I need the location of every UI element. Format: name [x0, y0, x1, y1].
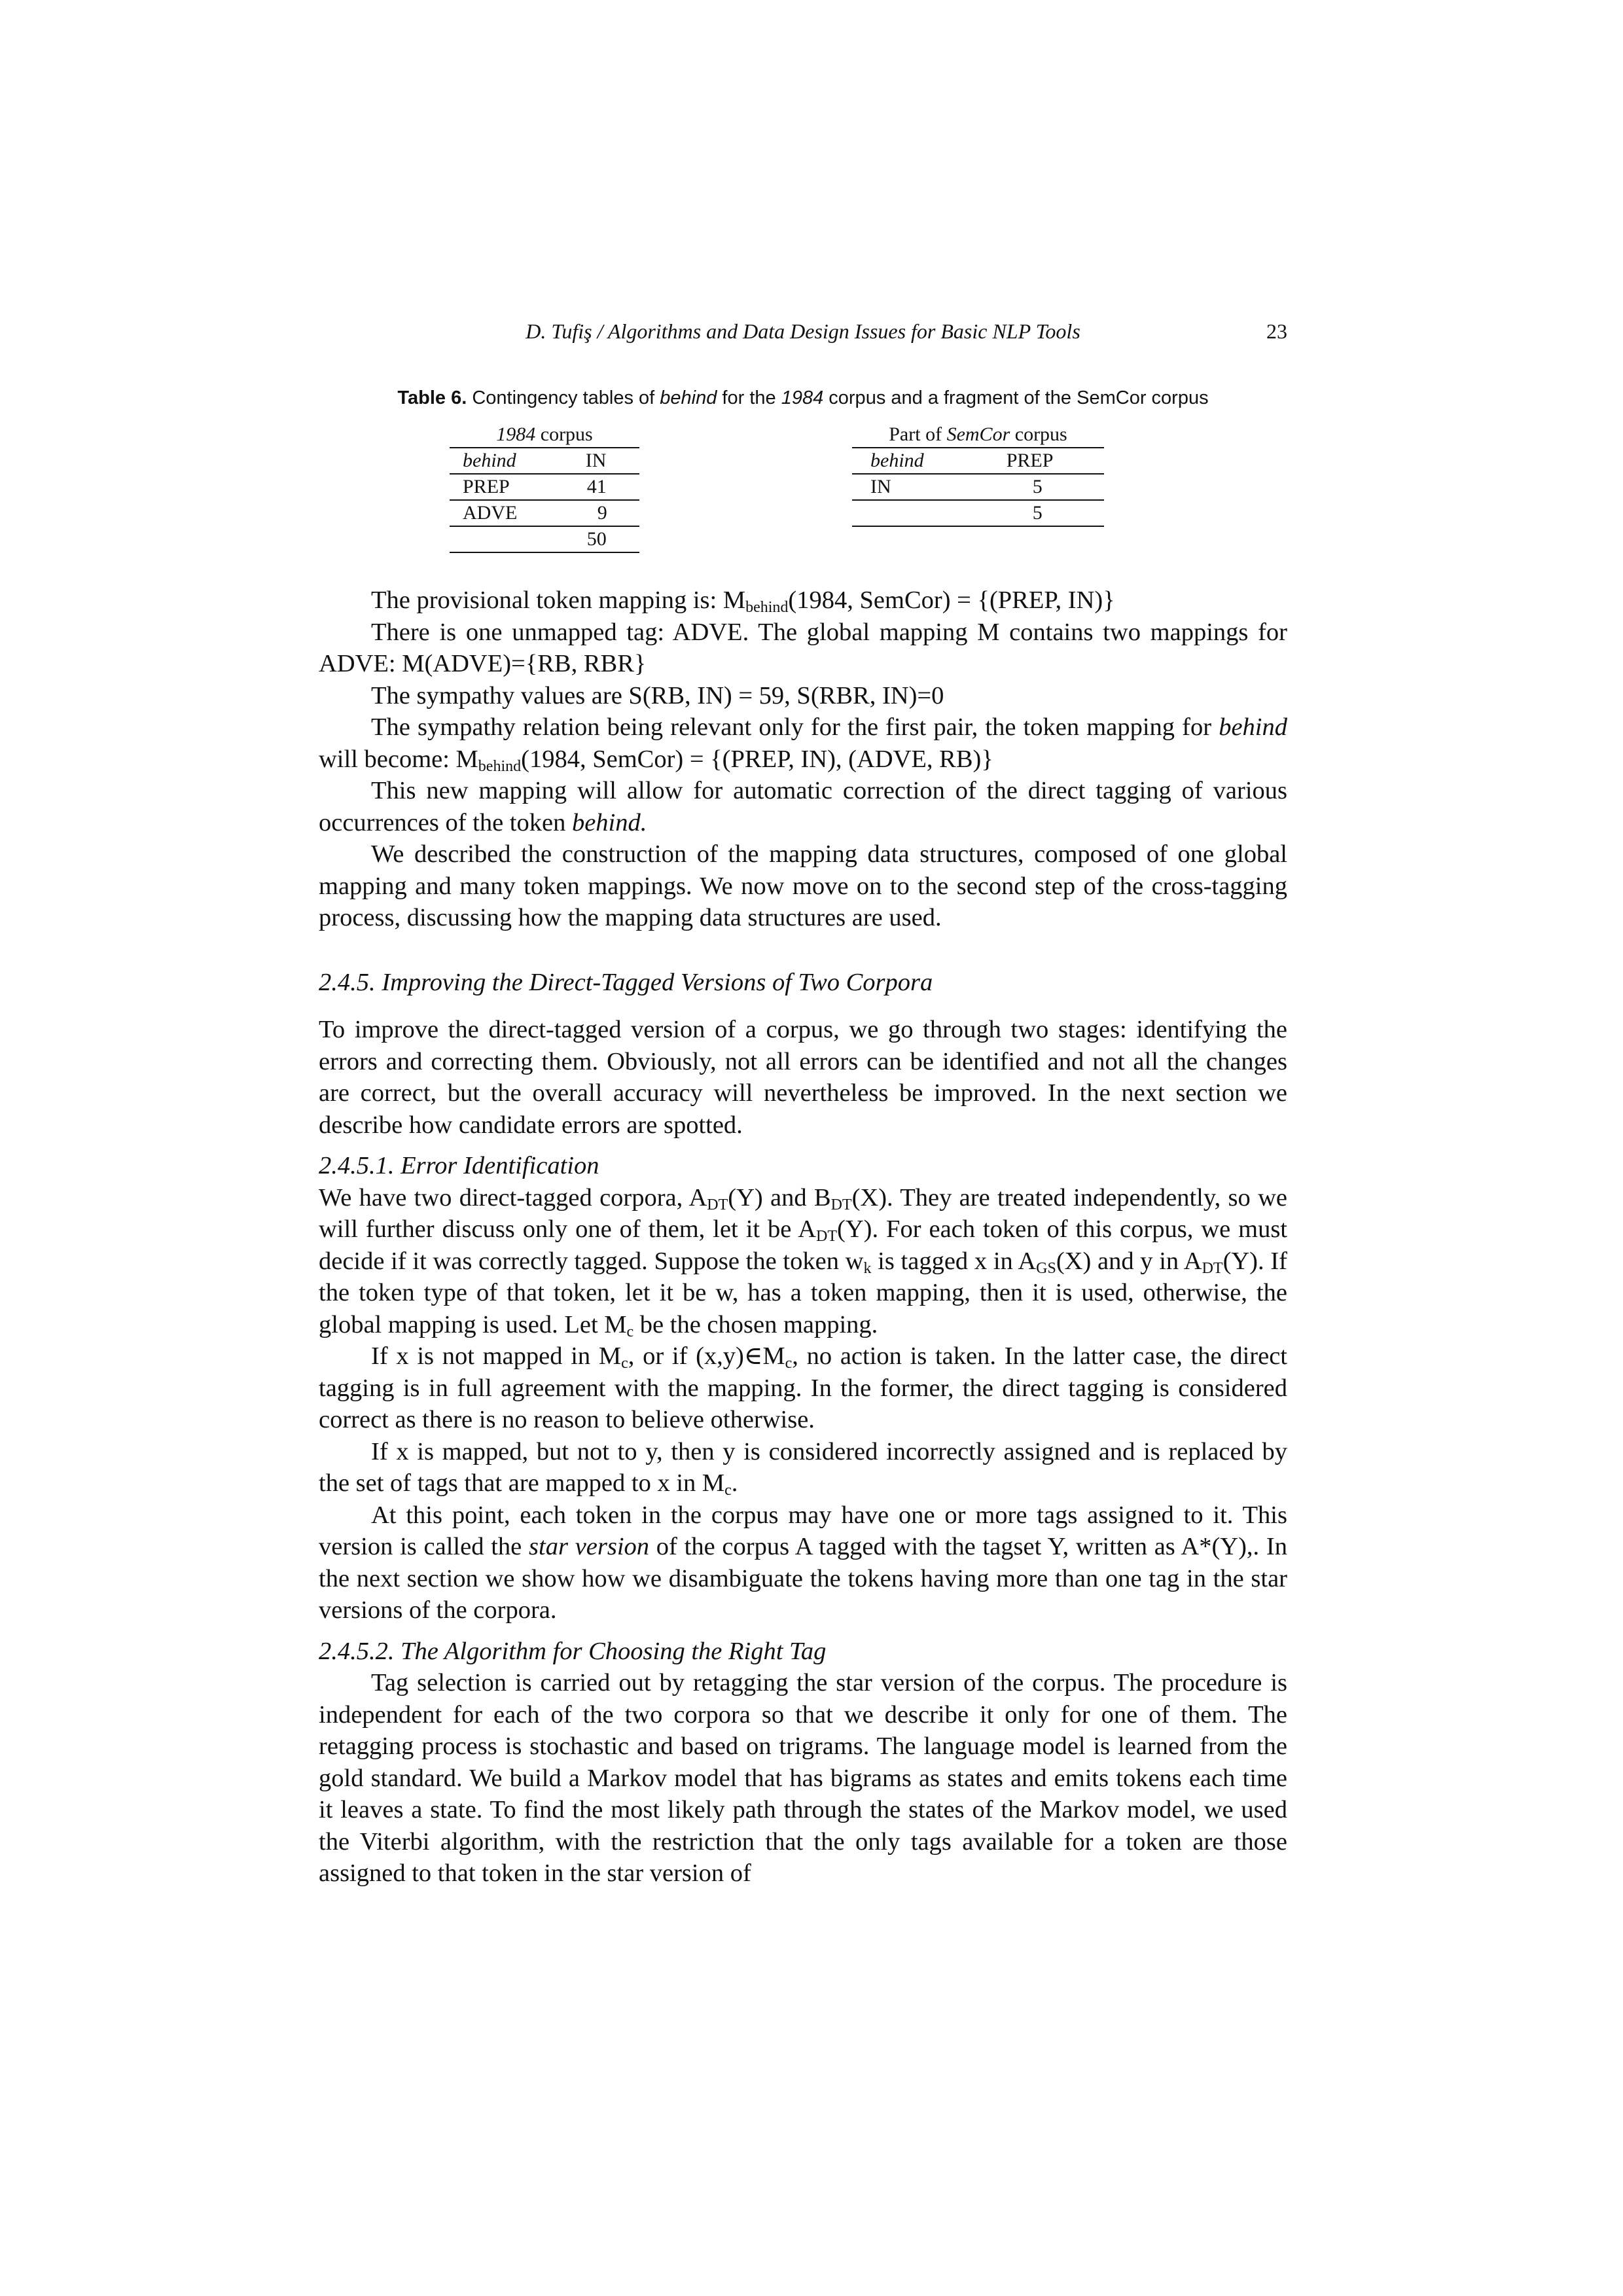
- subsection-heading: 2.4.5.2. The Algorithm for Choosing the Right Tag: [319, 1637, 827, 1665]
- row-label: IN: [852, 474, 967, 500]
- paragraph: Tag selection is carried out by retagging the star version of the corpus. The procedure is independent for each of the two corpora so that we describe it only for one of them. The retagging process is stochastic and based on trigrams. The language model is learned from the gold standard. We build a Markov model that has bigrams as states and emits tokens each time it leaves a state. To find the most likely path through the states of the Markov model, we used the Viterbi algorithm, with the restriction that the only tags available for a token are those assigned to that token in the star version of: [319, 1669, 1287, 1887]
- running-header: [319, 319, 1287, 352]
- subsection-heading: 2.4.5.1. Error Identification: [319, 1152, 599, 1179]
- table-row: [450, 474, 639, 500]
- table-title-row: [450, 422, 639, 448]
- row-label: PREP: [450, 474, 566, 500]
- cell-value: 41: [566, 474, 639, 500]
- cell-value: 5: [967, 474, 1104, 500]
- table-label: Table 6.: [397, 387, 467, 408]
- paragraph: If x is not mapped in $M_c$, or if $(x,y)\in M_c$, no action is taken. In the latter case, the direct tagging is in full agreement with the mapping. In the former, the direct tagging is considered correct as there is no reason to believe otherwise.: [319, 1342, 1287, 1433]
- total-value: 5: [967, 500, 1104, 526]
- table-title-row: [852, 422, 1104, 448]
- table-title: 1984 corpus: [450, 422, 639, 448]
- caption-term: behind: [660, 387, 717, 408]
- contingency-tables: [0, 422, 1623, 566]
- paragraph: The provisional token mapping is: $M_{behind}(1984$, SemCor) = {(PREP, IN)}: [371, 586, 1115, 616]
- column-header: behind: [450, 448, 566, 474]
- table-header-row: [852, 448, 1104, 474]
- table-row: [450, 500, 639, 526]
- table-title: Part of SemCor corpus: [852, 422, 1104, 448]
- table-header-row: [450, 448, 639, 474]
- paragraph: We have two direct-tagged corpora, $A_{DT}(Y)$ and $B_{DT}(X)$. They are treated independently, so we will further discuss only one of them, let it be $A_{DT}(Y)$. For each token of this corpus, we must decide if it was correctly tagged. Suppose the token $w_k$ is tagged x in $A_{GS}(X)$ and y in $A_{DT}(Y)$. If the token type of that token, let it be w, has a token mapping, then it is used, otherwise, the global mapping is used. Let $M_c$ be the chosen mapping.: [319, 1183, 1287, 1340]
- paragraph: To improve the direct-tagged version of a corpus, we go through two stages: identifying the errors and correcting them. Obviously, not all errors can be identified and not all the changes are correct, but the overall accuracy will nevertheless be improved. In the next section we describe how candidate errors are spotted.: [319, 1016, 1287, 1139]
- row-label: ADVE: [450, 500, 566, 526]
- column-header: PREP: [967, 448, 1104, 474]
- paragraph: At this point, each token in the corpus may have one or more tags assigned to it. This version is called the star version of the corpus A tagged with the tagset Y, written as A*(Y),. In the next section we show how we disambiguate the tokens having more than one tag in the star versions of the corpora.: [319, 1501, 1287, 1624]
- body-text: [319, 584, 1287, 1890]
- section-heading: 2.4.5. Improving the Direct-Tagged Versions of Two Corpora: [319, 968, 933, 996]
- paragraph: There is one unmapped tag: ADVE. The global mapping M contains two mappings for ADVE: M(ADVE)={RB, RBR}: [319, 618, 1287, 677]
- table-total-row: [852, 500, 1104, 526]
- column-header: IN: [566, 448, 639, 474]
- table-semcor: [852, 422, 1104, 527]
- paragraph: This new mapping will allow for automatic correction of the direct tagging of various occurrences of the token behind.: [319, 777, 1287, 836]
- page-number: 23: [1266, 319, 1287, 343]
- paragraph: If x is mapped, but not to y, then y is considered incorrectly assigned and is replaced by the set of tags that are mapped to x in $M_c$.: [319, 1437, 1287, 1499]
- paragraph: We described the construction of the mapping data structures, composed of one global mapping and many token mappings. We now move on to the second step of the cross-tagging process, discussing how the mapping data structures are used.: [319, 840, 1287, 931]
- total-value: 50: [566, 526, 639, 552]
- paragraph: The sympathy values are S(RB, IN) = 59, S(RBR, IN)=0: [371, 681, 944, 709]
- table-1984: [450, 422, 639, 553]
- table-caption: [319, 387, 1287, 409]
- table-row: [852, 474, 1104, 500]
- caption-text: Contingency tables of: [467, 387, 660, 408]
- caption-text: for the: [717, 387, 781, 408]
- running-title: D. Tufiş / Algorithms and Data Design Issues for Basic NLP Tools: [526, 319, 1080, 343]
- cell-value: 9: [566, 500, 639, 526]
- paragraph: The sympathy relation being relevant only for the first pair, the token mapping for behind will become: $M_{behind}(1984$, SemCor) = {(PREP, IN), (ADVE, RB)}: [319, 713, 1287, 775]
- caption-text: corpus and a fragment of the SemCor corpus: [823, 387, 1209, 408]
- table-total-row: [450, 526, 639, 552]
- caption-term: 1984: [781, 387, 824, 408]
- column-header: behind: [852, 448, 967, 474]
